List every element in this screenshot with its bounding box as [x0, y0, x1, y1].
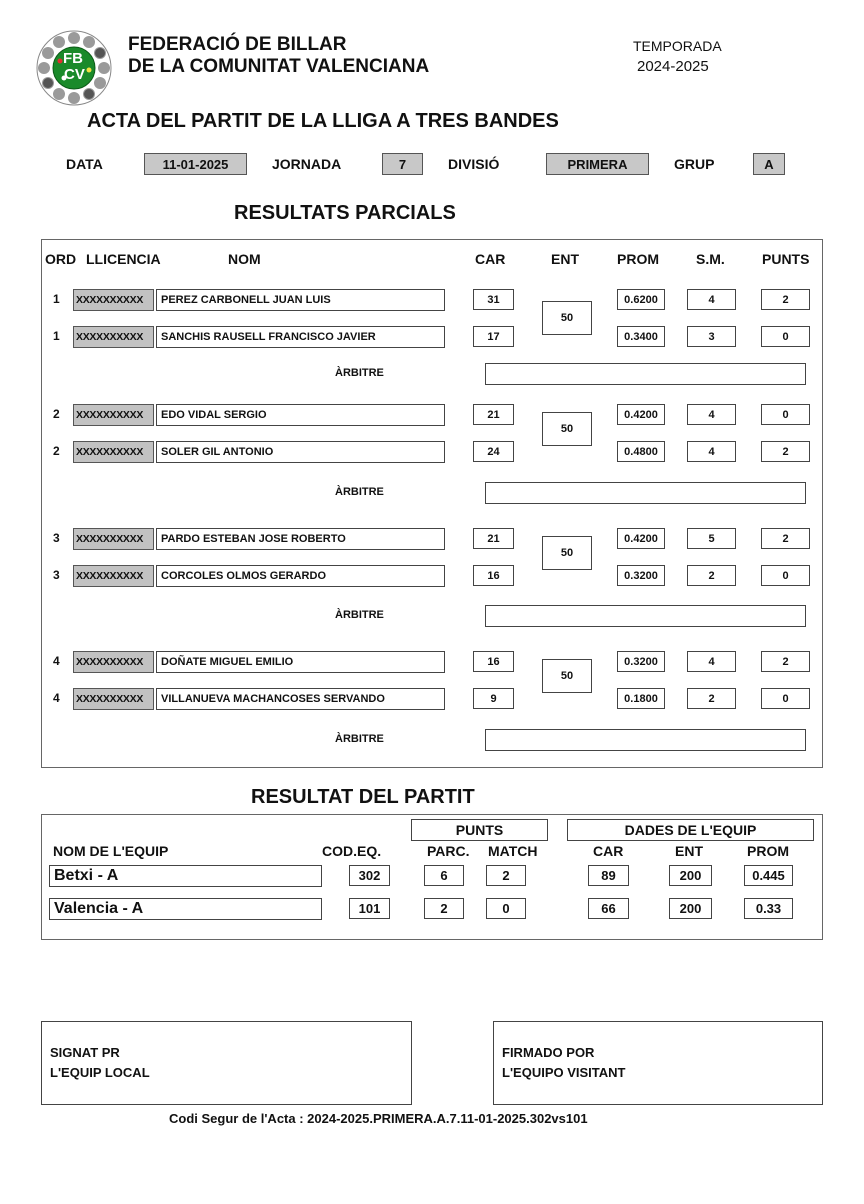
- team-code: 302: [349, 865, 390, 886]
- player-name: PEREZ CARBONELL JUAN LUIS: [156, 289, 445, 311]
- player-prom: 0.3400: [617, 326, 665, 347]
- data-label: DATA: [66, 156, 103, 172]
- player-car: 31: [473, 289, 514, 310]
- player-ord: 3: [53, 531, 60, 545]
- org-name-line1: FEDERACIÓ DE BILLAR: [128, 34, 347, 55]
- team-match: 0: [486, 898, 526, 919]
- player-name: SANCHIS RAUSELL FRANCISCO JAVIER: [156, 326, 445, 348]
- player-license: XXXXXXXXXX: [73, 565, 154, 587]
- arbitre-field: [485, 363, 806, 385]
- player-car: 16: [473, 651, 514, 672]
- team-car: 66: [588, 898, 629, 919]
- player-punts: 0: [761, 404, 810, 425]
- arbitre-label: ÀRBITRE: [335, 367, 384, 379]
- player-sm: 4: [687, 404, 736, 425]
- match-ent: 50: [542, 659, 592, 693]
- col-match: MATCH: [488, 843, 538, 859]
- player-prom: 0.4800: [617, 441, 665, 462]
- player-name: DOÑATE MIGUEL EMILIO: [156, 651, 445, 673]
- player-car: 24: [473, 441, 514, 462]
- arbitre-label: ÀRBITRE: [335, 733, 384, 745]
- player-punts: 0: [761, 326, 810, 347]
- local-signature-box: [41, 1021, 412, 1105]
- federation-logo: [36, 30, 112, 106]
- logo-text-bottom: CV: [64, 66, 85, 83]
- col-parc: PARC.: [427, 843, 470, 859]
- col-car: CAR: [593, 843, 624, 859]
- header-prom: PROM: [617, 251, 659, 267]
- player-punts: 2: [761, 441, 810, 462]
- match-ent: 50: [542, 536, 592, 570]
- team-car: 89: [588, 865, 629, 886]
- col-team-name: NOM DE L'EQUIP: [53, 843, 169, 859]
- col-team-code: COD.EQ.: [322, 843, 382, 859]
- player-license: XXXXXXXXXX: [73, 289, 154, 311]
- player-car: 9: [473, 688, 514, 709]
- visitor-signature-box: [493, 1021, 823, 1105]
- season-value: 2024-2025: [637, 58, 709, 75]
- player-ord: 4: [53, 654, 60, 668]
- player-punts: 0: [761, 688, 810, 709]
- player-ord: 1: [53, 292, 60, 306]
- team-parc: 6: [424, 865, 464, 886]
- partial-results-title: RESULTATS PARCIALS: [234, 202, 456, 224]
- player-car: 17: [473, 326, 514, 347]
- player-punts: 2: [761, 651, 810, 672]
- header-nom: NOM: [228, 251, 261, 267]
- header-punts: PUNTS: [762, 251, 810, 267]
- team-name: Betxi - A: [49, 865, 322, 887]
- player-license: XXXXXXXXXX: [73, 404, 154, 426]
- player-sm: 2: [687, 688, 736, 709]
- player-prom: 0.4200: [617, 404, 665, 425]
- local-signature-line2: L'EQUIP LOCAL: [50, 1065, 150, 1080]
- visitor-signature-line1: FIRMADO POR: [502, 1045, 595, 1060]
- col-prom: PROM: [747, 843, 789, 859]
- match-ent: 50: [542, 301, 592, 335]
- player-prom: 0.3200: [617, 651, 665, 672]
- player-prom: 0.1800: [617, 688, 665, 709]
- team-ent: 200: [669, 865, 712, 886]
- player-sm: 3: [687, 326, 736, 347]
- grup-field: A: [753, 153, 785, 175]
- document-title: ACTA DEL PARTIT DE LA LLIGA A TRES BANDES: [87, 110, 559, 132]
- divisio-field: PRIMERA: [546, 153, 649, 175]
- arbitre-field: [485, 729, 806, 751]
- header-ord: ORD: [45, 251, 77, 267]
- player-sm: 5: [687, 528, 736, 549]
- team-match: 2: [486, 865, 526, 886]
- player-car: 21: [473, 528, 514, 549]
- arbitre-field: [485, 605, 806, 627]
- logo-text-top: FB: [63, 50, 83, 67]
- team-prom: 0.445: [744, 865, 793, 886]
- player-sm: 4: [687, 441, 736, 462]
- player-license: XXXXXXXXXX: [73, 688, 154, 710]
- header-car: CAR: [475, 251, 506, 267]
- match-ent: 50: [542, 412, 592, 446]
- player-name: SOLER GIL ANTONIO: [156, 441, 445, 463]
- team-data-group-header: DADES DE L'EQUIP: [567, 819, 814, 841]
- player-license: XXXXXXXXXX: [73, 326, 154, 348]
- grup-label: GRUP: [674, 156, 715, 172]
- player-prom: 0.4200: [617, 528, 665, 549]
- player-name: PARDO ESTEBAN JOSE ROBERTO: [156, 528, 445, 550]
- team-parc: 2: [424, 898, 464, 919]
- arbitre-label: ÀRBITRE: [335, 486, 384, 498]
- player-name: EDO VIDAL SERGIO: [156, 404, 445, 426]
- player-ord: 4: [53, 691, 60, 705]
- arbitre-field: [485, 482, 806, 504]
- player-punts: 2: [761, 289, 810, 310]
- team-prom: 0.33: [744, 898, 793, 919]
- team-code: 101: [349, 898, 390, 919]
- divisio-label: DIVISIÓ: [448, 156, 500, 172]
- arbitre-label: ÀRBITRE: [335, 609, 384, 621]
- player-car: 21: [473, 404, 514, 425]
- player-ord: 2: [53, 407, 60, 421]
- player-car: 16: [473, 565, 514, 586]
- jornada-field: 7: [382, 153, 423, 175]
- local-signature-line1: SIGNAT PR: [50, 1045, 120, 1060]
- team-name: Valencia - A: [49, 898, 322, 920]
- player-prom: 0.6200: [617, 289, 665, 310]
- season-label: TEMPORADA: [633, 38, 722, 54]
- secure-code: Codi Segur de l'Acta : 2024-2025.PRIMERA.A.7.11-01-2025.302vs101: [169, 1111, 588, 1126]
- player-punts: 2: [761, 528, 810, 549]
- player-ord: 1: [53, 329, 60, 343]
- player-license: XXXXXXXXXX: [73, 441, 154, 463]
- player-ord: 2: [53, 444, 60, 458]
- player-sm: 4: [687, 289, 736, 310]
- player-name: CORCOLES OLMOS GERARDO: [156, 565, 445, 587]
- header-llicencia: LLICENCIA: [86, 251, 161, 267]
- header-ent: ENT: [551, 251, 579, 267]
- player-license: XXXXXXXXXX: [73, 651, 154, 673]
- player-sm: 2: [687, 565, 736, 586]
- col-ent: ENT: [675, 843, 703, 859]
- date-field: 11-01-2025: [144, 153, 247, 175]
- team-ent: 200: [669, 898, 712, 919]
- match-result-title: RESULTAT DEL PARTIT: [251, 786, 475, 808]
- org-name-line2: DE LA COMUNITAT VALENCIANA: [128, 56, 430, 77]
- visitor-signature-line2: L'EQUIPO VISITANT: [502, 1065, 626, 1080]
- player-sm: 4: [687, 651, 736, 672]
- header-sm: S.M.: [696, 251, 725, 267]
- player-name: VILLANUEVA MACHANCOSES SERVANDO: [156, 688, 445, 710]
- punts-group-header: PUNTS: [411, 819, 548, 841]
- player-prom: 0.3200: [617, 565, 665, 586]
- player-license: XXXXXXXXXX: [73, 528, 154, 550]
- player-ord: 3: [53, 568, 60, 582]
- jornada-label: JORNADA: [272, 156, 342, 172]
- player-punts: 0: [761, 565, 810, 586]
